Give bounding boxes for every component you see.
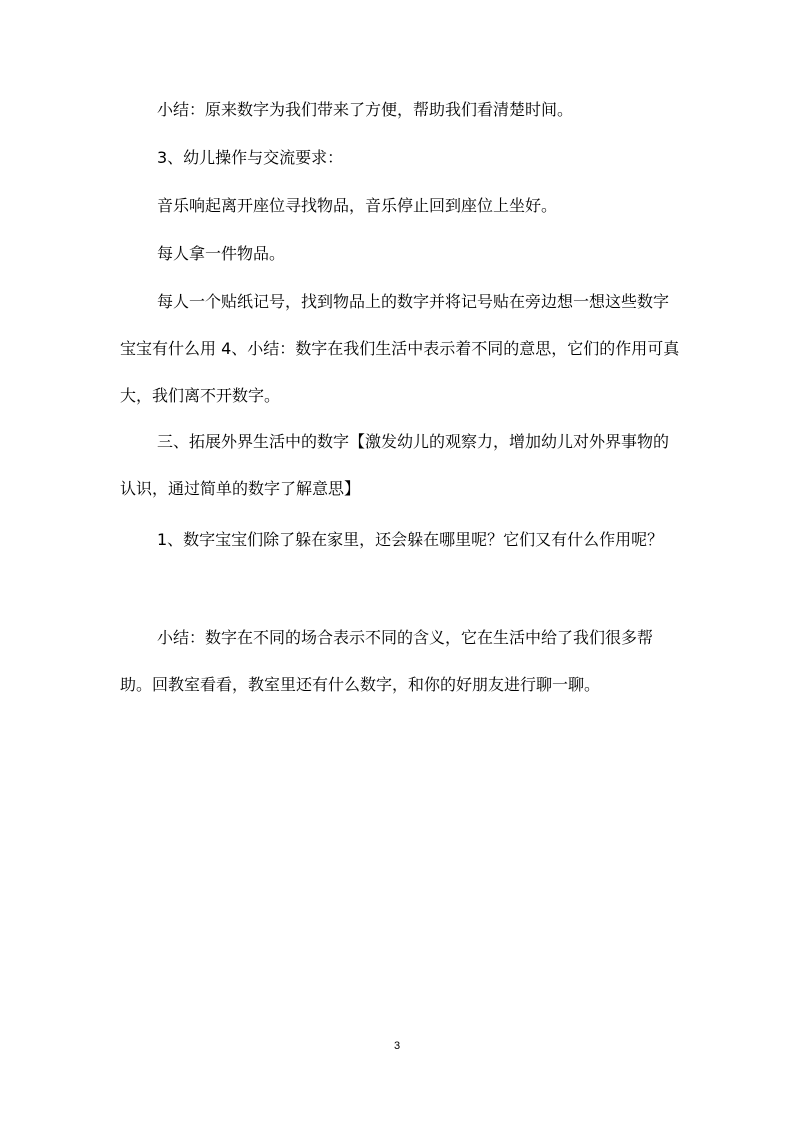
paragraph-summary-meaning: 小结：数字在不同的场合表示不同的含义，它在生活中给了我们很多帮助。回教室看看，教室里还有什么数字，和你的好朋友进行聊一聊。 [120,628,654,694]
paragraph-music-instruction: 音乐响起离开座位寻找物品，音乐停止回到座位上坐好。 [157,196,558,215]
paragraph-step-3-heading: 3、幼儿操作与交流要求： [157,148,344,167]
paragraph-summary-time: 小结：原来数字为我们带来了方便，帮助我们看清楚时间。 [157,100,574,119]
page-number: 3 [393,1040,401,1052]
paragraph-section-3-heading: 三、拓展外界生活中的数字【激发幼儿的观察力，增加幼儿对外界事物的认识，通过简单的数字了解意思】 [120,432,670,498]
paragraph-question-1: 1、数字宝宝们除了躲在家里，还会躲在哪里呢？它们又有什么作用呢？ [157,530,664,549]
paragraph-sticker-activity: 每人一个贴纸记号，找到物品上的数字并将记号贴在旁边想一想这些数字宝宝有什么用 4、小结：数字在我们生活中表示着不同的意思，它们的作用可真大，我们离不开数字。 [120,292,680,405]
paragraph-take-item: 每人拿一件物品。 [157,244,286,263]
